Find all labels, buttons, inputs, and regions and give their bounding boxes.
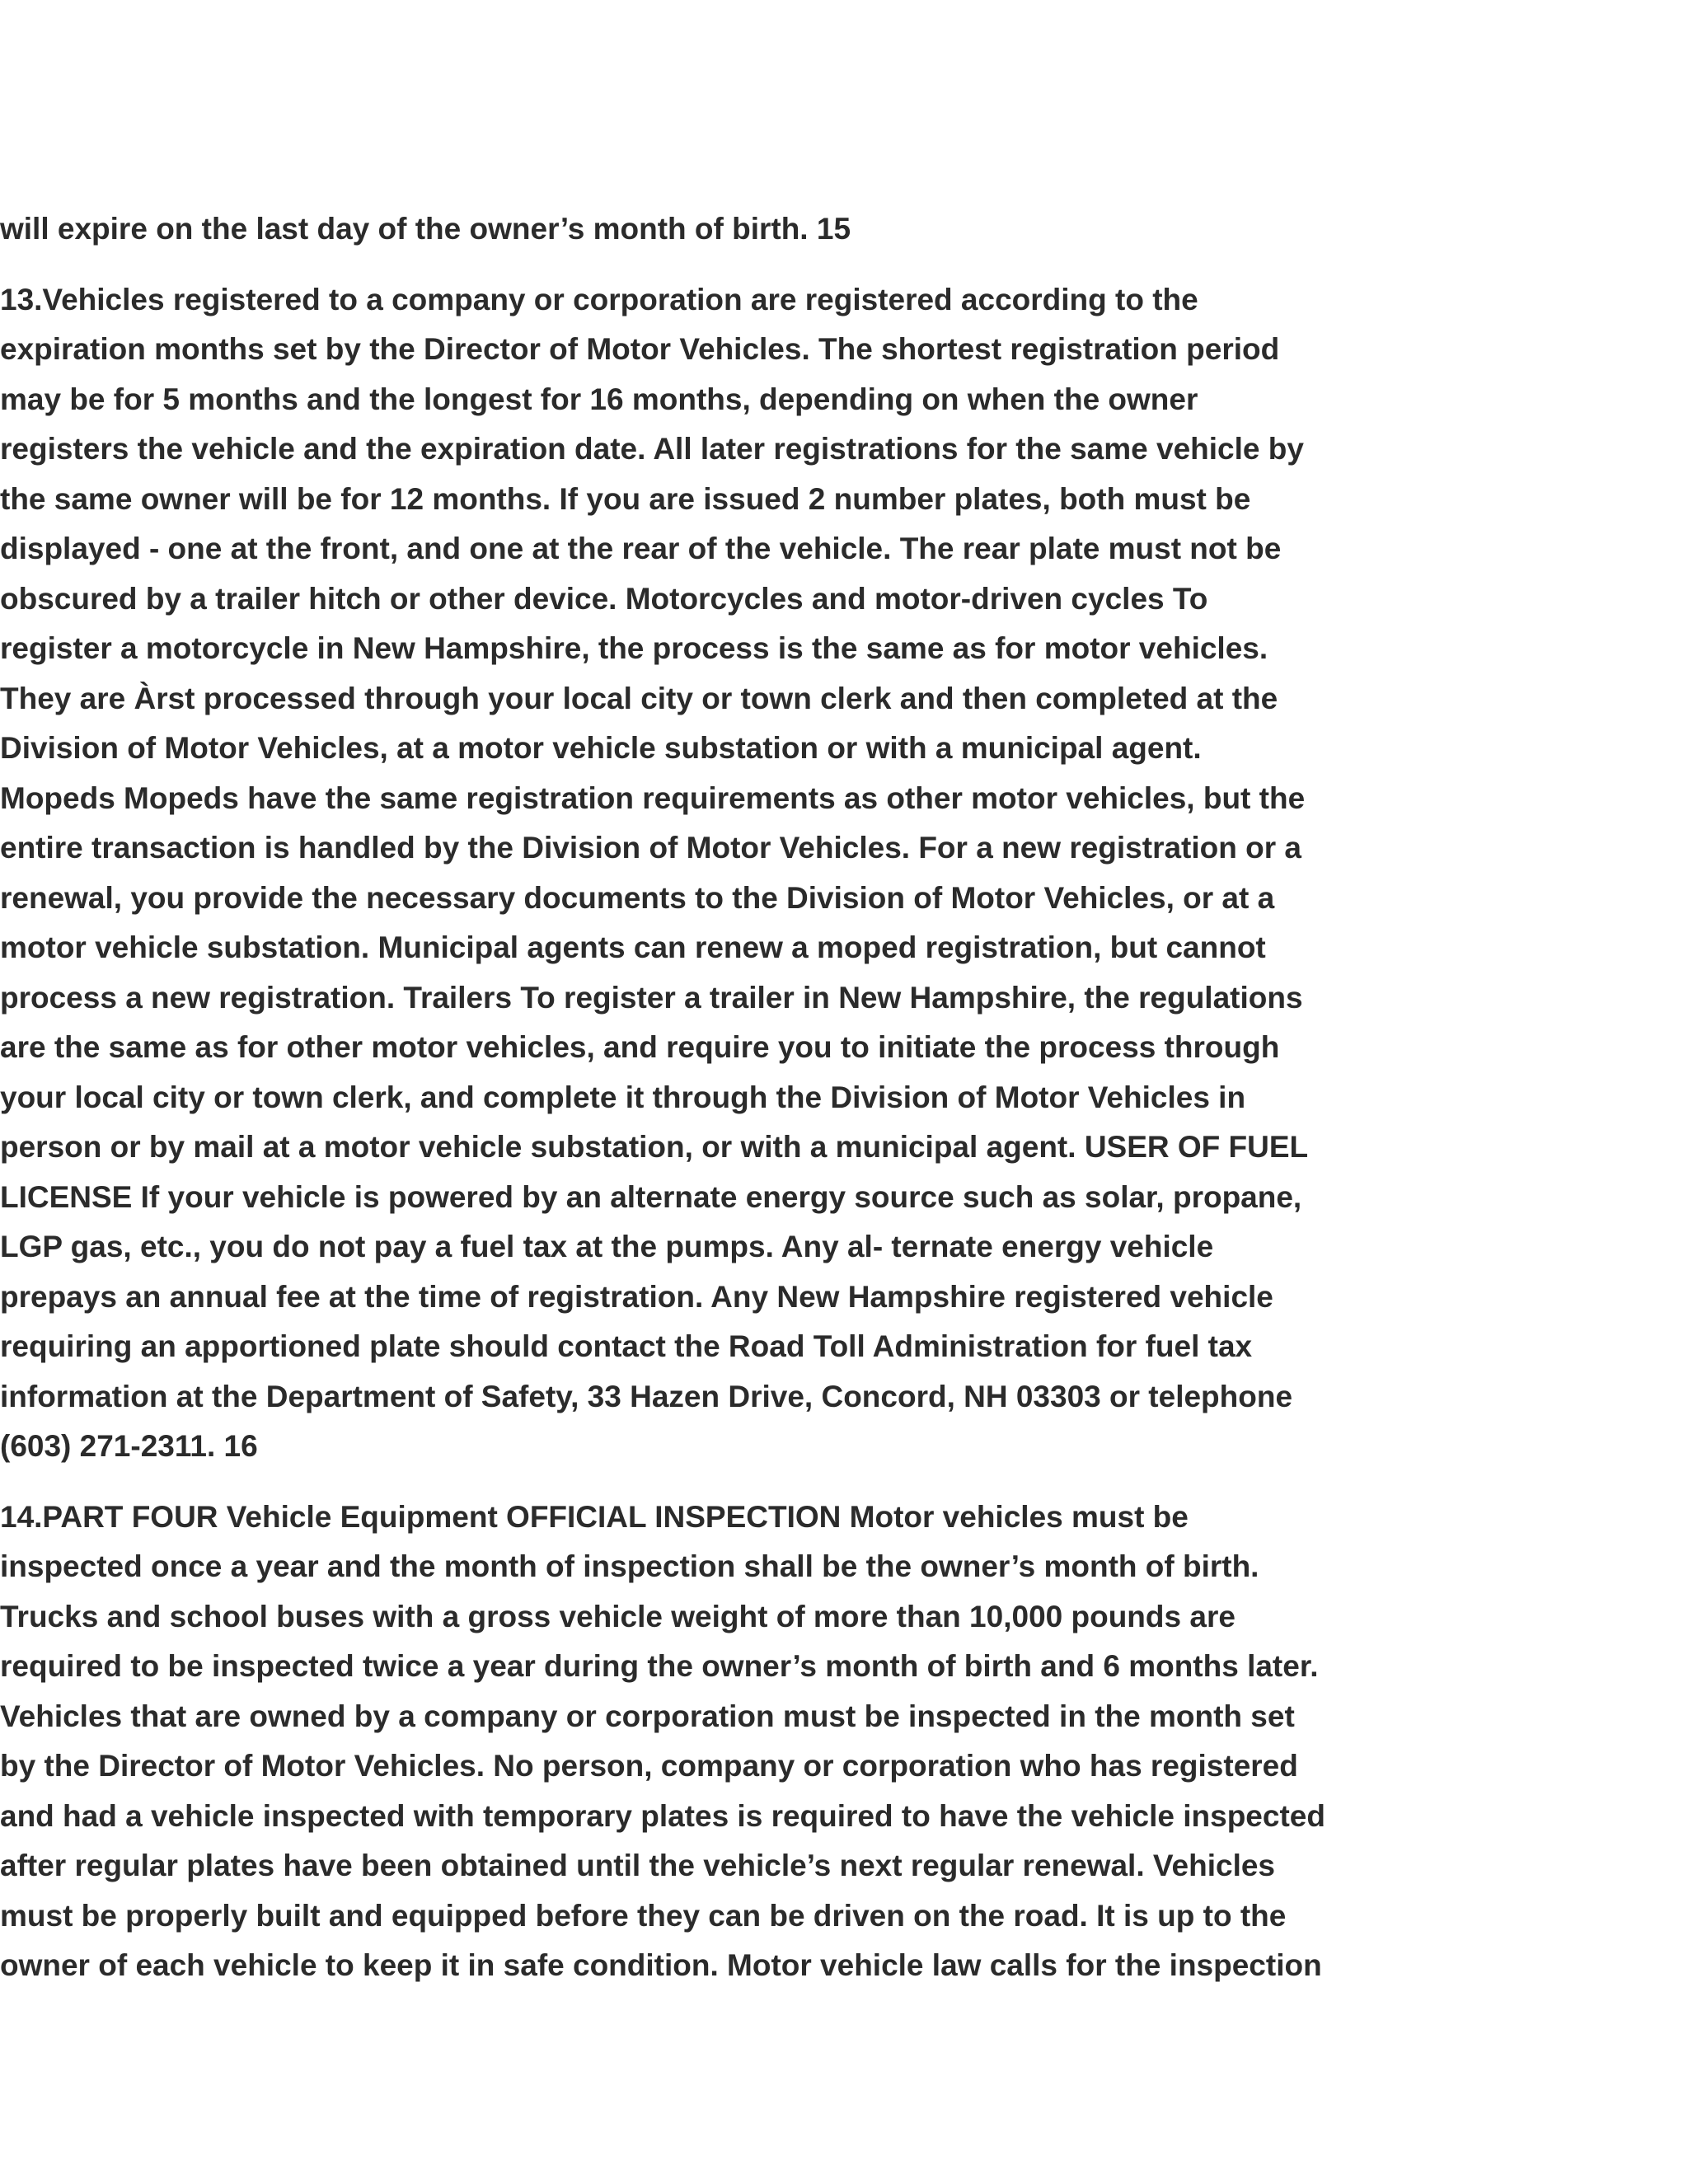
text-line: 14.PART FOUR Vehicle Equipment OFFICIAL INSPECTION Motor vehicles must be	[0, 1499, 1189, 1534]
text-line: are the same as for other motor vehicles, and require you to initiate the process through	[0, 1030, 1280, 1064]
text-line: LGP gas, etc., you do not pay a fuel tax at the pumps. Any al- ternate energy vehicle	[0, 1230, 1214, 1263]
paragraph-13-company-registration	[0, 275, 1451, 1472]
text-line: Mopeds Mopeds have the same registration requirements as other motor vehicles, but the	[0, 780, 1306, 815]
text-line: prepays an annual fee at the time of registration. Any New Hampshire registered vehicle	[0, 1279, 1273, 1314]
text-line: and had a vehicle inspected with temporary plates is required to have the vehicle inspected	[0, 1798, 1325, 1833]
text-line: owner of each vehicle to keep it in safe condition. Motor vehicle law calls for the inspection	[0, 1948, 1322, 1982]
text-line: expiration months set by the Director of Motor Vehicles. The shortest registration period	[0, 332, 1280, 366]
text-line: register a motorcycle in New Hampshire, the process is the same as for motor vehicles.	[0, 631, 1268, 665]
text-line: process a new registration. Trailers To register a trailer in New Hampshire, the regulations	[0, 980, 1303, 1015]
text-line: after regular plates have been obtained until the vehicle’s next regular renewal. Vehicles	[0, 1849, 1276, 1882]
text-line: LICENSE If your vehicle is powered by an alternate energy source such as solar, propane,	[0, 1179, 1302, 1214]
text-line: the same owner will be for 12 months. If you are issued 2 number plates, both must be	[0, 481, 1251, 516]
text-line: Vehicles that are owned by a company or corporation must be inspected in the month set	[0, 1699, 1295, 1733]
text-line: must be properly built and equipped before they can be driven on the road. It is up to the	[0, 1898, 1287, 1933]
text-line: 13.Vehicles registered to a company or corporation are registered according to the	[0, 282, 1198, 316]
text-line: Trucks and school buses with a gross vehicle weight of more than 10,000 pounds are	[0, 1599, 1236, 1633]
text-line: requiring an apportioned plate should contact the Road Toll Administration for fuel tax	[0, 1329, 1253, 1363]
text-line: inspected once a year and the month of inspection shall be the owner’s month of birth.	[0, 1549, 1259, 1583]
text-line: (603) 271-2311. 16	[0, 1429, 258, 1463]
text-line: by the Director of Motor Vehicles. No person, company or corporation who has registered	[0, 1749, 1298, 1783]
text-line: registers the vehicle and the expiration date. All later registrations for the same vehicle by	[0, 432, 1304, 466]
text-line: required to be inspected twice a year during the owner’s month of birth and 6 months later.	[0, 1649, 1319, 1683]
text-line: obscured by a trailer hitch or other device. Motorcycles and motor-driven cycles To	[0, 581, 1208, 616]
text-line: information at the Department of Safety, 33 Hazen Drive, Concord, NH 03303 or telephone	[0, 1379, 1293, 1413]
document-body	[0, 204, 1451, 2012]
text-line: Division of Motor Vehicles, at a motor vehicle substation or with a municipal agent.	[0, 731, 1202, 765]
text-line: person or by mail at a motor vehicle substation, or with a municipal agent. USER OF FUEL	[0, 1130, 1309, 1164]
text-line: They are Àrst processed through your local city or town clerk and then completed at the	[0, 681, 1278, 715]
text-line: displayed - one at the front, and one at the rear of the vehicle. The rear plate must not be	[0, 532, 1282, 565]
paragraph-registration-expiry	[0, 204, 1451, 255]
paragraph-14-vehicle-equipment	[0, 1493, 1451, 1991]
text-line: renewal, you provide the necessary documents to the Division of Motor Vehicles, or at a	[0, 880, 1275, 915]
text-line: your local city or town clerk, and complete it through the Division of Motor Vehicles in	[0, 1080, 1246, 1114]
text-line: motor vehicle substation. Municipal agents can renew a moped registration, but cannot	[0, 930, 1266, 964]
text-line: may be for 5 months and the longest for 16 months, depending on when the owner	[0, 382, 1198, 416]
text-line: entire transaction is handled by the Division of Motor Vehicles. For a new registration or a	[0, 831, 1301, 865]
text-line: will expire on the last day of the owner’s month of birth. 15	[0, 212, 851, 246]
